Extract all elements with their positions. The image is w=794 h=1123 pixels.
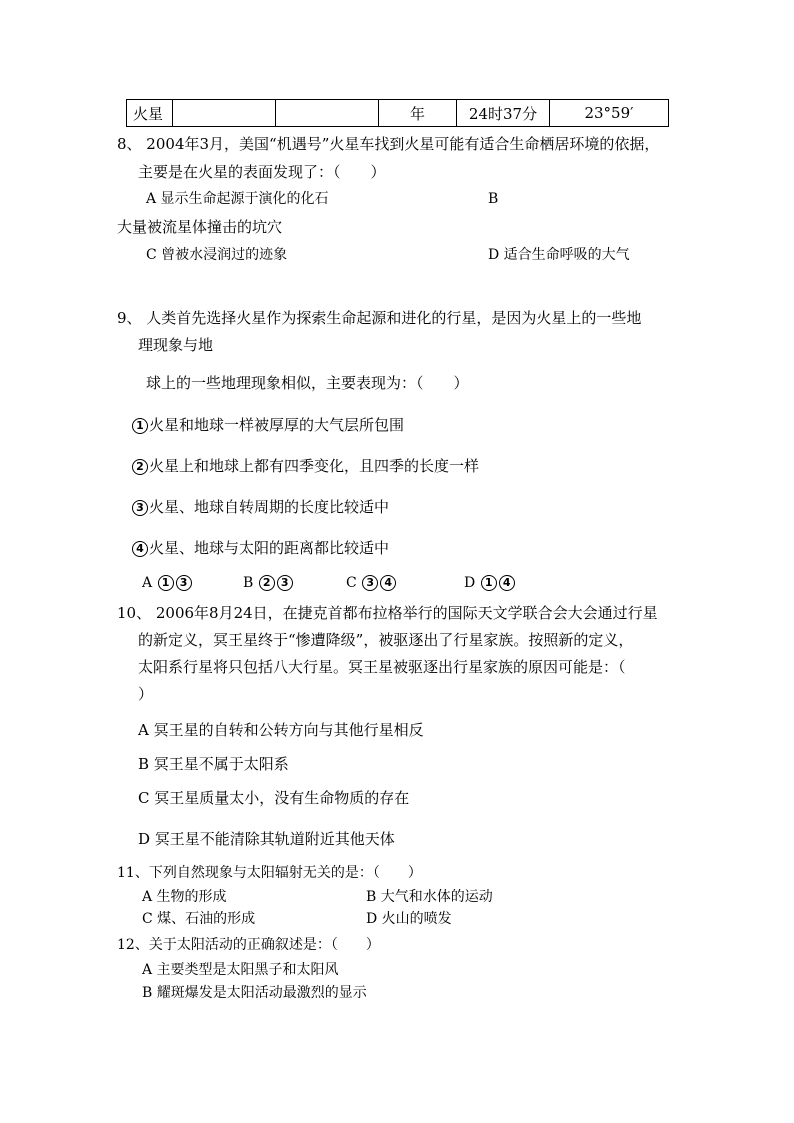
table-cell xyxy=(173,100,276,127)
answer-label: A xyxy=(142,575,153,591)
q9-statement-text: 火星和地球一样被厚厚的大气层所包围 xyxy=(149,416,405,434)
table-cell-tilt: 23°59′ xyxy=(550,100,669,127)
q8-option-c: C 曾被水浸润过的迹象 xyxy=(146,247,288,263)
q9-statement-text: 火星、地球自转周期的长度比较适中 xyxy=(149,498,390,516)
q9-statement-text: 火星上和地球上都有四季变化，且四季的长度一样 xyxy=(149,457,480,475)
q9-answer-b xyxy=(243,575,294,592)
answer-label: D xyxy=(464,575,476,591)
q9-statement-3 xyxy=(131,498,389,516)
q9-stem-line1: 9、 人类首先选择火星作为探索生命起源和进化的行星，是因为火星上的一些地 xyxy=(117,309,642,327)
q10-option-a: A 冥王星的自转和公转方向与其他行星相反 xyxy=(138,721,424,739)
q9-statement-4 xyxy=(131,539,389,557)
q11-option-a: A 生物的形成 xyxy=(142,889,227,905)
q10-stem-line3: 太阳系行星将只包括八大行星。冥王星被驱逐出行星家族的原因可能是：（ xyxy=(138,658,626,676)
circled-number: 1 xyxy=(158,575,174,591)
answer-label: C xyxy=(346,575,357,591)
q11-stem: 11、下列自然现象与太阳辐射无关的是：（ ） xyxy=(117,865,422,881)
circled-number: 4 xyxy=(499,575,515,591)
circled-number: 4 xyxy=(132,541,148,557)
q12-option-b: B 耀斑爆发是太阳活动最激烈的显示 xyxy=(142,985,367,1001)
q10-option-b: B 冥王星不属于太阳系 xyxy=(138,755,289,773)
circled-number: 2 xyxy=(259,575,275,591)
q8-stem-line2: 主要是在火星的表面发现了：（ ） xyxy=(138,163,386,181)
q10-option-c: C 冥王星质量太小，没有生命物质的存在 xyxy=(138,789,410,807)
q12-option-a: A 主要类型是太阳黑子和太阳风 xyxy=(142,962,339,978)
table-cell-year: 年 xyxy=(379,100,457,127)
table-row xyxy=(127,100,669,127)
circled-number: 3 xyxy=(132,500,148,516)
circled-number: 1 xyxy=(481,575,497,591)
q11-option-b: B 大气和水体的运动 xyxy=(366,889,493,905)
q9-statement-text: 火星、地球与太阳的距离都比较适中 xyxy=(149,539,390,557)
table-cell-planet: 火星 xyxy=(127,100,173,127)
circled-number: 3 xyxy=(362,575,378,591)
q8-option-d: D 适合生命呼吸的大气 xyxy=(488,247,630,263)
q11-option-c: C 煤、石油的形成 xyxy=(142,911,256,927)
q8-option-a: A 显示生命起源于演化的化石 xyxy=(146,191,329,207)
circled-number: 4 xyxy=(380,575,396,591)
planet-table xyxy=(126,99,669,127)
q8-stem-line1: 8、 2004年3月，美国“机遇号”火星车找到火星可能有适合生命栖居环境的依据， xyxy=(117,135,660,153)
circled-number: 1 xyxy=(132,418,148,434)
q10-stem-line2: 的新定义，冥王星终于“惨遭降级”，被驱逐出了行星家族。按照新的定义， xyxy=(138,631,634,649)
q10-stem-line1: 10、 2006年8月24日，在捷克首都布拉格举行的国际天文学联合会大会通过行星 xyxy=(117,604,658,622)
table-cell xyxy=(276,100,379,127)
q11-option-d: D 火山的喷发 xyxy=(366,911,452,927)
answer-label: B xyxy=(243,575,254,591)
circled-number: 2 xyxy=(132,459,148,475)
q9-answer-a xyxy=(142,575,193,592)
q9-statement-2 xyxy=(131,457,479,475)
table-cell-rotation: 24时37分 xyxy=(457,100,550,127)
q10-stem-line4: ） xyxy=(138,685,154,703)
q8-option-b-label: B xyxy=(488,191,499,207)
q12-stem: 12、关于太阳活动的正确叙述是：（ ） xyxy=(117,937,380,953)
q9-stem-line2: 理现象与地 xyxy=(138,336,214,354)
q9-statement-1 xyxy=(131,416,404,434)
q9-answer-c xyxy=(346,575,397,592)
q9-answer-d xyxy=(464,575,516,592)
circled-number: 3 xyxy=(277,575,293,591)
q10-option-d: D 冥王星不能清除其轨道附近其他天体 xyxy=(138,830,395,848)
q8-option-b-text: 大量被流星体撞击的坑穴 xyxy=(117,218,283,236)
circled-number: 3 xyxy=(176,575,192,591)
q9-stem-line3: 球上的一些地理现象相似，主要表现为：（ ） xyxy=(146,374,469,392)
